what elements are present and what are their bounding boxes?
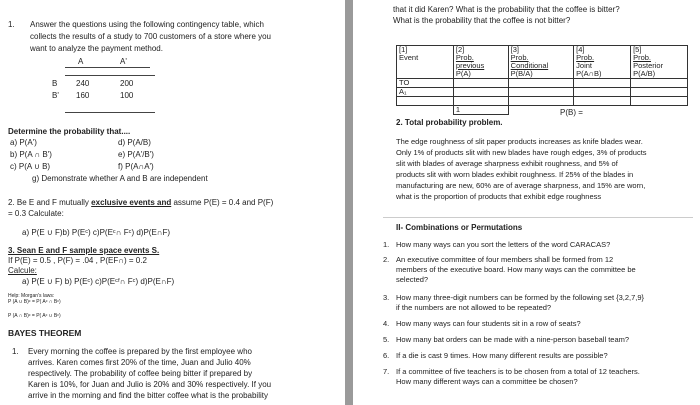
table-cell bbox=[453, 88, 508, 97]
total-probability-line: what is the proportion of products that exhibit edge roughness bbox=[396, 192, 602, 201]
table-cell bbox=[574, 88, 631, 97]
event-cell: A₁ bbox=[397, 88, 454, 97]
table-cell bbox=[574, 97, 631, 106]
question-2-line bbox=[8, 198, 273, 208]
probability-item: c) P(A ∪ B) bbox=[10, 162, 51, 171]
table-cell bbox=[631, 88, 688, 97]
help-title: Help: Morgan's laws: bbox=[8, 293, 55, 299]
total-probability-line: products slit with worn blades exhibit roughness. If 25% of the blades in bbox=[396, 170, 634, 179]
bayes-line: Karen is 10%, for Juan and Julio is 20% and 30% respectively. If you bbox=[28, 380, 272, 389]
combination-line: How many ways can four students sit in a row of seats? bbox=[396, 319, 581, 328]
probability-item: a) P(A') bbox=[10, 138, 37, 147]
bayes-title: BAYES THEOREM bbox=[8, 328, 82, 338]
combination-number: 7. bbox=[383, 367, 390, 376]
combination-line: selected? bbox=[396, 275, 429, 284]
table-cell: 160 bbox=[76, 91, 90, 100]
probability-item: f) P(A∩A') bbox=[118, 162, 154, 171]
combination-number: 1. bbox=[383, 240, 390, 249]
table-cell bbox=[574, 79, 631, 88]
combination-line: An executive committee of four members shall be formed from 12 bbox=[396, 255, 614, 264]
table-cell: 200 bbox=[120, 79, 134, 88]
combination-line: How many different ways can a committee be chosen? bbox=[396, 377, 578, 386]
bayes-line: Every morning the coffee is prepared by the first employee who bbox=[28, 347, 252, 356]
page-gutter bbox=[345, 0, 353, 405]
combination-number: 2. bbox=[383, 255, 390, 264]
table-rule bbox=[65, 67, 150, 68]
combination-line: if the numbers are not allowed to be repeated? bbox=[396, 303, 552, 312]
question-3-title: 3. Sean E and F sample space events S. bbox=[8, 246, 160, 255]
continuation-line: What is the probability that the coffee is not bitter? bbox=[393, 16, 571, 25]
table-cell bbox=[453, 79, 508, 88]
col-header-a: A bbox=[78, 57, 84, 66]
continuation-line: that it did Karen? What is the probability that the coffee is bitter? bbox=[393, 5, 620, 14]
header-posterior: [5] Prob. Posterior P(A/B) bbox=[631, 46, 688, 79]
table-cell: 240 bbox=[76, 79, 90, 88]
probability-item: d) P(A/B) bbox=[118, 138, 151, 147]
total-probability-title: 2. Total probability problem. bbox=[396, 118, 503, 127]
bayes-line: respectively. The probability of coffee being bitter if prepared by bbox=[28, 369, 253, 378]
probability-item: e) P(A'/B') bbox=[118, 150, 154, 159]
combination-number: 4. bbox=[383, 319, 390, 328]
question-1-line: want to analyze the payment method. bbox=[30, 44, 163, 53]
question-3-parts: a) P(E ∪ F) b) P(Eᶜ) c)P(Eᶜᶠ∩ Fᶜ) d)P(E∩F) bbox=[22, 277, 175, 286]
combination-line: If a committee of five teachers is to be chosen from a total of 12 teachers. bbox=[396, 367, 640, 376]
combination-line: If a die is cast 9 times. How many different results are possible? bbox=[396, 351, 608, 360]
header-joint: [4] Prob. Joint P(A∩B) bbox=[574, 46, 631, 79]
question-2-emphasis: exclusive events and bbox=[91, 198, 172, 207]
right-page bbox=[353, 0, 700, 405]
total-probability-line: manufacturing are new, 60% are of average sharpness, and 15% are worn, bbox=[396, 181, 646, 190]
table-cell bbox=[508, 88, 574, 97]
question-2-line-2: = 0.3 Calculate: bbox=[8, 209, 64, 218]
morgan-law-2: P (A ∩ B)ᶜ = P( Aᶜ ∪ Bᶜ) bbox=[8, 313, 61, 319]
probability-item: b) P(A ∩ B') bbox=[10, 150, 52, 159]
probability-heading: Determine the probability that.... bbox=[8, 127, 131, 136]
sum-cell: 1 bbox=[453, 106, 508, 115]
morgan-law-1: P (A ∪ B)ᶜ = P( Aᶜ ∩ Bᶜ) bbox=[8, 299, 61, 305]
row-label: B bbox=[52, 79, 58, 88]
header-conditional: [3] Prob. Conditional P(B/A) bbox=[508, 46, 574, 79]
combination-number: 6. bbox=[383, 351, 390, 360]
event-cell bbox=[397, 97, 454, 106]
bayes-line: arrives. Karen comes first 20% of the time, Juan and Julio 40% bbox=[28, 358, 251, 367]
bayes-number: 1. bbox=[12, 347, 19, 356]
table-rule bbox=[65, 75, 155, 76]
question-1-number: 1. bbox=[8, 20, 15, 29]
table-cell bbox=[631, 79, 688, 88]
combinations-title: II- Combinations or Permutations bbox=[396, 223, 523, 232]
table-cell bbox=[453, 97, 508, 106]
total-probability-line: Only 1% of products slit with new blades have rough edges, 3% of products bbox=[396, 148, 647, 157]
table-cell bbox=[508, 79, 574, 88]
total-probability-line: slit with blades of average sharpness exhibit roughness, and 5% of bbox=[396, 159, 618, 168]
question-2-suffix: assume P(E) = 0.4 and P(F) bbox=[173, 198, 274, 207]
combination-line: How many ways can you sort the letters of the word CARACAS? bbox=[396, 240, 611, 249]
table-cell bbox=[508, 97, 574, 106]
question-3-calc: Calcule: bbox=[8, 266, 37, 275]
bayes-table bbox=[396, 45, 688, 115]
header-prior: [2] Prob. previous P(A) bbox=[453, 46, 508, 79]
row-label: B' bbox=[52, 91, 59, 100]
col-header-a-prime: A' bbox=[120, 57, 127, 66]
question-2-parts: a) P(E ∪ F)b) P(Eᶜ) c)P(Eᶜ∩ Fᶜ) d)P(E∩F) bbox=[22, 228, 171, 237]
combination-line: How many three-digit numbers can be formed by the following set {3,2,7,9} bbox=[396, 293, 645, 302]
total-probability-line: The edge roughness of slit paper products increases as knife blades wear. bbox=[396, 137, 643, 146]
bayes-line: arrive in the morning and find the bitter coffee what is the probability bbox=[28, 391, 268, 400]
table-cell: 100 bbox=[120, 91, 134, 100]
event-cell: TO bbox=[397, 79, 454, 88]
empty-cell bbox=[631, 106, 688, 115]
combination-line: How many bat orders can be made with a nine-person baseball team? bbox=[396, 335, 630, 344]
combination-line: members of the executive board. How many ways can the committee be bbox=[396, 265, 636, 274]
empty-cell bbox=[397, 106, 454, 115]
table-cell bbox=[631, 97, 688, 106]
combination-number: 5. bbox=[383, 335, 390, 344]
header-event: [1] Event bbox=[397, 46, 454, 79]
left-page bbox=[0, 0, 345, 405]
combination-number: 3. bbox=[383, 293, 390, 302]
probability-item-g: g) Demonstrate whether A and B are independent bbox=[32, 174, 208, 183]
question-3-given: If P(E) = 0.5 , P(F) = .04 , P(EF∩) = 0.2 bbox=[8, 256, 147, 265]
question-2-prefix: 2. Be E and F mutually bbox=[8, 198, 89, 207]
section-divider bbox=[383, 217, 693, 218]
table-rule bbox=[65, 112, 155, 113]
pb-label: P(B) = bbox=[560, 108, 583, 117]
question-1-line: collects the results of a study to 700 customers of a store where you bbox=[30, 32, 272, 41]
question-1-line: Answer the questions using the following contingency table, which bbox=[30, 20, 264, 29]
